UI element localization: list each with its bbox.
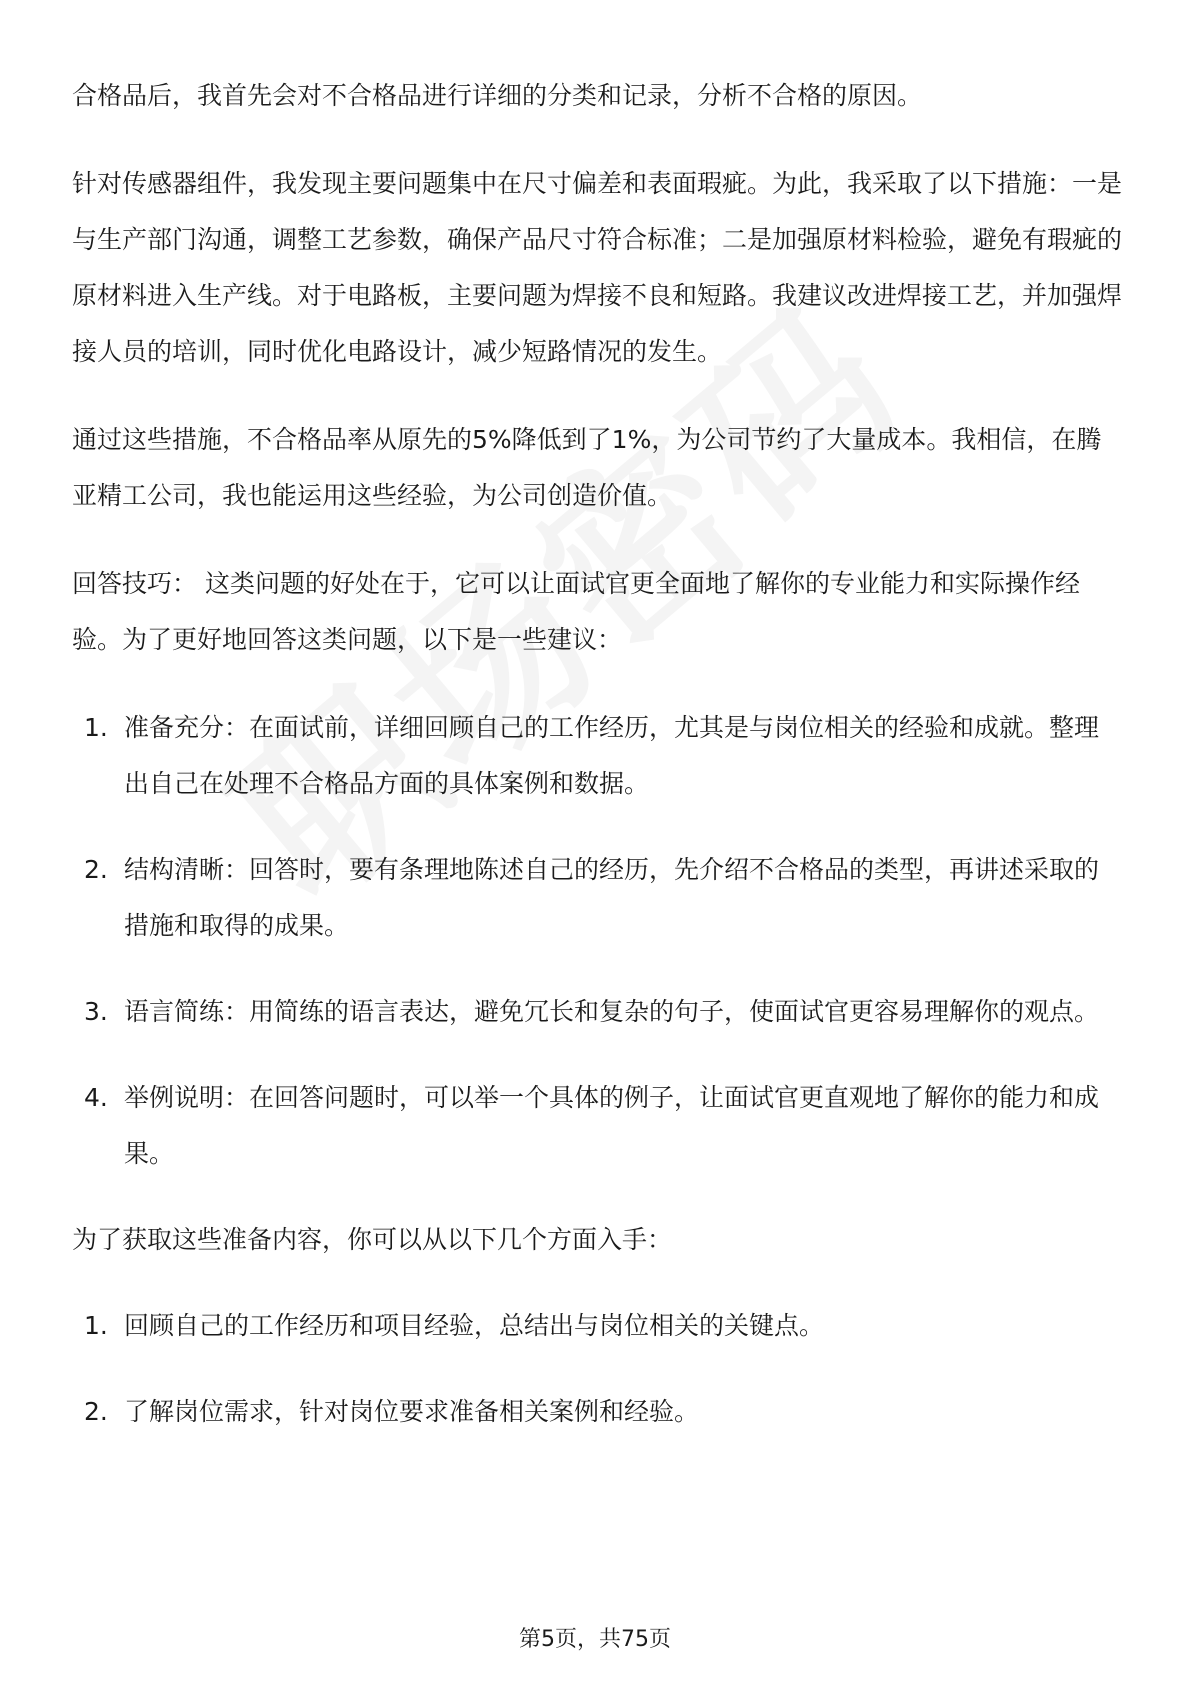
list-item-text: 举例说明：在回答问题时，可以举一个具体的例子，让面试官更直观地了解你的能力和成果。 <box>124 1083 1100 1168</box>
list-number: 2. <box>84 855 108 884</box>
list-item <box>72 984 1122 1040</box>
list-number: 4. <box>84 1083 108 1112</box>
list-number: 3. <box>84 997 108 1026</box>
list-item-text: 结构清晰：回答时，要有条理地陈述自己的经历，先介绍不合格品的类型，再讲述采取的措施和取得的成果。 <box>124 855 1100 940</box>
paragraph: 合格品后，我首先会对不合格品进行详细的分类和记录，分析不合格的原因。 <box>72 81 923 110</box>
answer-tips-intro: 回答技巧： 这类问题的好处在于，它可以让面试官更全面地了解你的专业能力和实际操作经验。为了更好地回答这类问题，以下是一些建议： <box>72 569 1080 654</box>
list-item-text: 了解岗位需求，针对岗位要求准备相关案例和经验。 <box>124 1397 700 1426</box>
paragraph: 针对传感器组件，我发现主要问题集中在尺寸偏差和表面瑕疵。为此，我采取了以下措施：一是与生产部门沟通，调整工艺参数，确保产品尺寸符合标准；二是加强原材料检验，避免有瑕疵的原材料进入生产线。对于电路板，主要问题为焊接不良和短路。我建议改进焊接工艺，并加强焊接人员的培训，同时优化电路设计，减少短路情况的发生。 <box>72 169 1123 366</box>
list-number: 2. <box>84 1397 108 1426</box>
list-item <box>72 1298 1122 1354</box>
list-item <box>72 1070 1122 1182</box>
paragraph: 通过这些措施，不合格品率从原先的5%降低到了1%，为公司节约了大量成本。我相信，在腾亚精工公司，我也能运用这些经验，为公司创造价值。 <box>72 425 1102 510</box>
list-item-text: 语言简练：用简练的语言表达，避免冗长和复杂的句子，使面试官更容易理解你的观点。 <box>124 997 1100 1026</box>
paragraph: 为了获取这些准备内容，你可以从以下几个方面入手： <box>72 1225 673 1254</box>
list-item-text: 准备充分：在面试前，详细回顾自己的工作经历，尤其是与岗位相关的经验和成就。整理出自己在处理不合格品方面的具体案例和数据。 <box>124 713 1100 798</box>
list-item <box>72 700 1122 812</box>
list-number: 1. <box>84 1311 108 1340</box>
list-number: 1. <box>84 713 108 742</box>
document-body <box>72 68 1122 1440</box>
list-item-text: 回顾自己的工作经历和项目经验，总结出与岗位相关的关键点。 <box>124 1311 825 1340</box>
page-footer: 第5页，共75页 <box>519 1627 671 1652</box>
list-item <box>72 1384 1122 1440</box>
list-item <box>72 842 1122 954</box>
